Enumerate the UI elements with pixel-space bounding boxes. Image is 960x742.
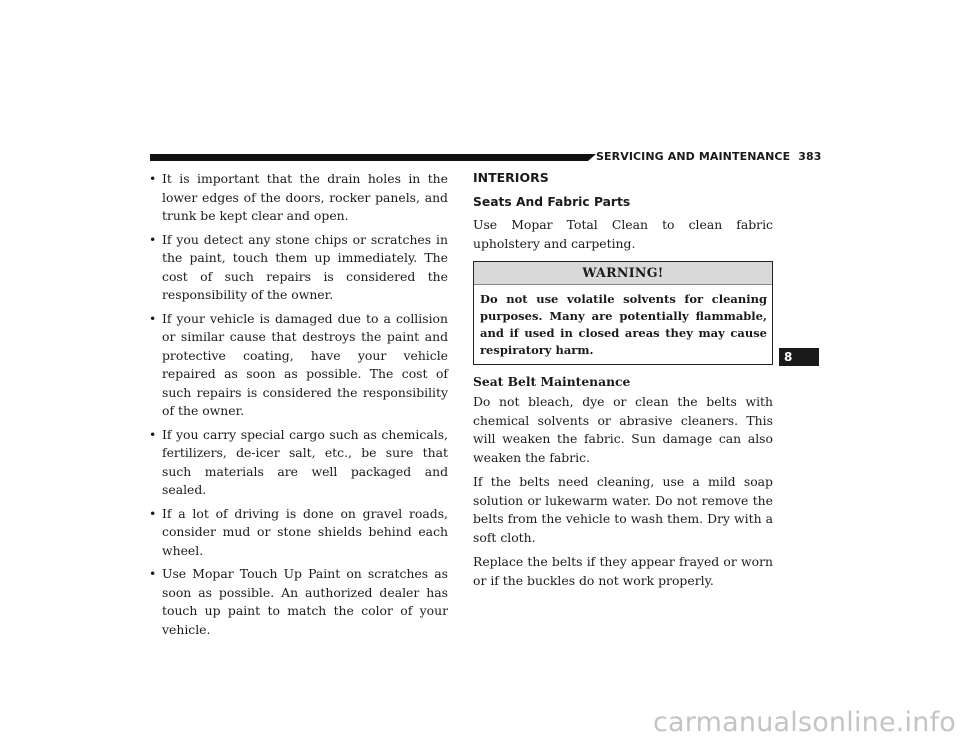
body-paragraph: If the belts need cleaning, use a mild soap solution or lukewarm water. Do not remove the belts from the vehicle to wash them. Dry with a soft cloth. xyxy=(473,474,773,545)
list-item: • If your vehicle is damaged due to a collision or similar cause that destroys the paint and protective coating, have your vehicle repaired as soon as possible. The cost of such repairs is considered the responsibility of the owner. xyxy=(149,310,448,418)
list-item: • It is important that the drain holes in the lower edges of the doors, rocker panels, and trunk be kept clear and open. xyxy=(149,171,448,223)
bullet-icon: • xyxy=(149,231,157,247)
header-rule xyxy=(150,154,588,161)
subsection-heading: Seats And Fabric Parts xyxy=(473,195,631,209)
bullet-icon: • xyxy=(149,171,157,186)
warning-title: WARNING! xyxy=(474,262,772,285)
section-heading: INTERIORS xyxy=(473,170,549,185)
exterior-care-bullet-list xyxy=(148,170,448,644)
bullet-icon: • xyxy=(149,426,157,442)
warning-body: Do not use volatile solvents for cleaning purposes. Many are potentially flammable, and if used in closed areas they may cause respiratory harm. xyxy=(480,292,767,357)
section-title: SERVICING AND MAINTENANCE xyxy=(596,150,791,163)
bullet-icon: • xyxy=(149,310,157,326)
chapter-tab: 8 xyxy=(779,348,819,366)
watermark: carmanualsonline.info xyxy=(653,707,956,738)
interiors-section xyxy=(473,170,773,596)
running-head xyxy=(596,150,821,163)
list-item: • If a lot of driving is done on gravel roads, consider mud or stone shields behind each wheel. xyxy=(149,505,448,558)
list-item: • Use Mopar Touch Up Paint on scratches as soon as possible. An authorized dealer has touch up paint to match the color of your vehicle. xyxy=(149,566,448,637)
body-paragraph: Do not bleach, dye or clean the belts with chemical solvents or abrasive cleaners. This will weaken the fabric. Sun damage can also weaken the fabric. xyxy=(473,394,773,465)
intro-paragraph: Use Mopar Total Clean to clean fabric upholstery and carpeting. xyxy=(473,217,773,251)
bullet-icon: • xyxy=(149,566,157,581)
page-number: 383 xyxy=(798,150,822,163)
list-item: • If you carry special cargo such as chemicals, fertilizers, de-icer salt, etc., be sure that such materials are well packaged and sealed. xyxy=(149,426,448,497)
warning-box xyxy=(473,261,773,365)
list-item: • If you detect any stone chips or scratches in the paint, touch them up immediately. The cost of such repairs is considered the responsibility of the owner. xyxy=(149,231,448,302)
body-paragraph: Replace the belts if they appear frayed or worn or if the buckles do not work properly. xyxy=(473,554,773,588)
bullet-icon: • xyxy=(149,505,157,521)
seat-belt-heading: Seat Belt Maintenance xyxy=(473,374,631,389)
